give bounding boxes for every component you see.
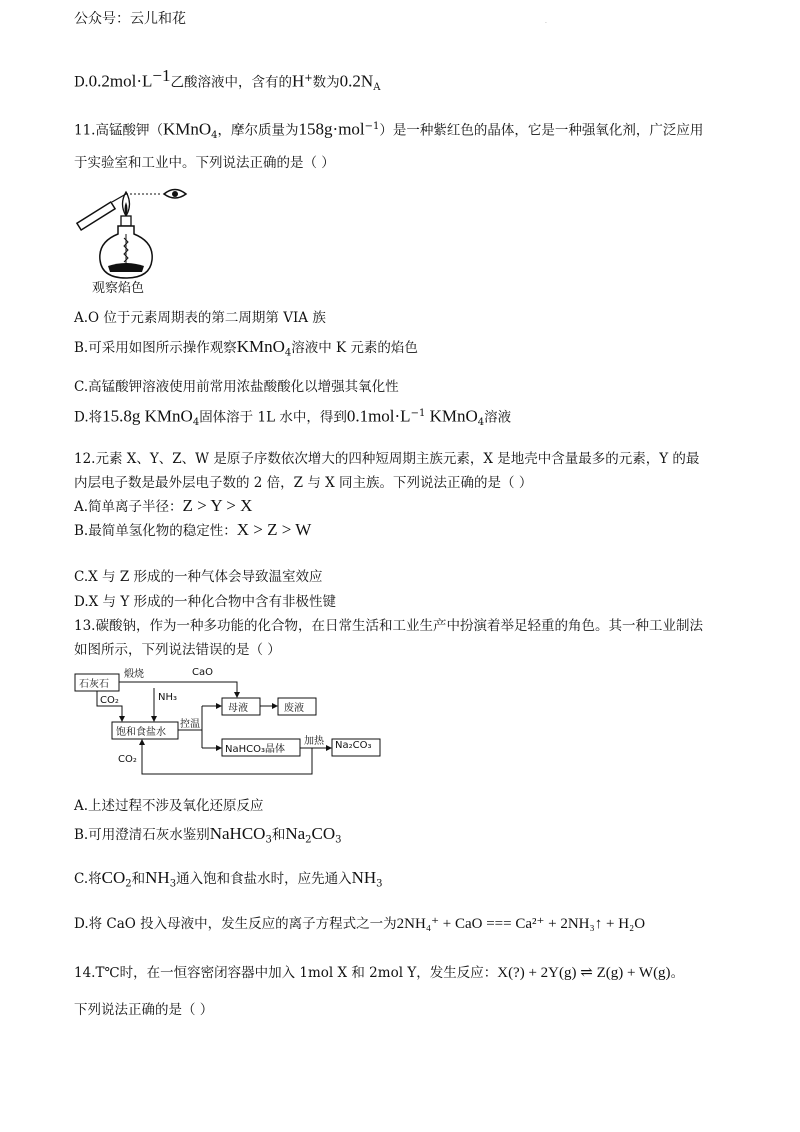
q12-stem-line1: 12.元素 X、Y、Z、W 是原子序数依次增大的四种短周期主族元素，X 是地壳中含量最多的元素，Y 的最 [74, 451, 700, 467]
flow-heat-label: 加热 [304, 736, 324, 747]
q11-stem-line1: 11.高锰酸钾（KMnO$_4$，摩尔质量为158g·mol$^{-1}$）是一种紫红色的晶体，它是一种强氧化剂，广泛应用 [74, 119, 704, 142]
flow-temp-label: 控温 [180, 719, 200, 730]
q12-option-c: C.X 与 Z 形成的一种气体会导致温室效应 [74, 569, 323, 585]
flow-waste-box: 废液 [284, 703, 304, 714]
flow-product-box: Na₂CO₃ [335, 740, 372, 751]
flow-calcine-label: 煅烧 [124, 669, 144, 680]
q12-option-b: B.最简单氢化物的稳定性：X > Z > W [74, 520, 312, 539]
flow-co2-bottom-label: CO₂ [118, 754, 137, 765]
q11-stem-line2: 于实验室和工业中。下列说法正确的是（ ） [74, 155, 335, 171]
q10-option-d: $D.0.2mol\cdot L^{-1}$乙酸溶液中，含有的H+数为$0.2N_A$ [74, 66, 381, 94]
flame-icon [123, 192, 130, 216]
flow-nh3-label: NH₃ [158, 692, 178, 703]
q11-option-d: D.将15.8g KMnO$_4$固体溶于 1L 水中，得到$0.1mol\cdot L^{-1}$ KMnO$_4$溶液 [74, 406, 512, 429]
flow-cao-label: CaO [192, 667, 213, 678]
flow-co2-top-label: CO₂ [100, 695, 119, 706]
platinum-wire-icon [77, 194, 126, 230]
figure-caption: 观察焰色 [92, 281, 145, 296]
flow-brine-box: 饱和食盐水 [116, 727, 166, 738]
eye-icon [164, 190, 186, 199]
q12-option-d: D.X 与 Y 形成的一种化合物中含有非极性键 [74, 594, 337, 610]
q11-option-c: C.高锰酸钾溶液使用前常用浓盐酸酸化以增强其氧化性 [74, 379, 399, 395]
q13-option-b: B.可用澄清石灰水鉴别NaHCO$_3$和$Na_2CO_3$ [74, 824, 342, 846]
process-flow-diagram [72, 662, 392, 780]
q14-stem-line2: 下列说法正确的是（ ） [74, 1002, 214, 1018]
q12-option-a: A.简单离子半径：Z > Y > X [74, 496, 253, 515]
q13-option-d: D.将 CaO 投入母液中，发生反应的离子方程式之一为2NH₄⁺ + CaO === Ca²⁺ + 2NH₃↑ + H₂O [74, 916, 646, 932]
q13-stem-line1: 13.碳酸钠，作为一种多功能的化合物，在日常生活和工业生产中扮演着举足轻重的角色。其一种工业制法 [74, 618, 703, 634]
q11-option-a: A.O 位于元素周期表的第二周期第 VIA 族 [74, 310, 326, 326]
q14-stem-line1: 14.T℃时，在一恒容密闭容器中加入 1mol X 和 2mol Y，发生反应：X(?) + 2Y(g) ⇌ Z(g) + W(g)。 [74, 965, 685, 981]
flow-crystal-box: NaHCO₃晶体 [225, 744, 285, 755]
q11-option-b: B.可采用如图所示操作观察KMnO$_4$溶液中 K 元素的焰色 [74, 337, 418, 359]
flow-mother-box: 母液 [228, 703, 248, 714]
q13-option-a: A.上述过程不涉及氧化还原反应 [74, 798, 264, 814]
decorative-dot: · [545, 20, 547, 27]
q13-stem-line2: 如图所示，下列说法错误的是（ ） [74, 642, 281, 658]
page-header: 公众号：云儿和花 [74, 11, 186, 27]
alcohol-lamp-icon [100, 216, 152, 278]
q12-stem-line2: 内层电子数是最外层电子数的 2 倍，Z 与 X 同主族。下列说法正确的是（ ） [74, 475, 533, 491]
flow-limestone-box: 石灰石 [79, 679, 109, 690]
q13-option-c: C.将$CO_2$和$NH_3$通入饱和食盐水时，应先通入$NH_3$ [74, 868, 383, 890]
